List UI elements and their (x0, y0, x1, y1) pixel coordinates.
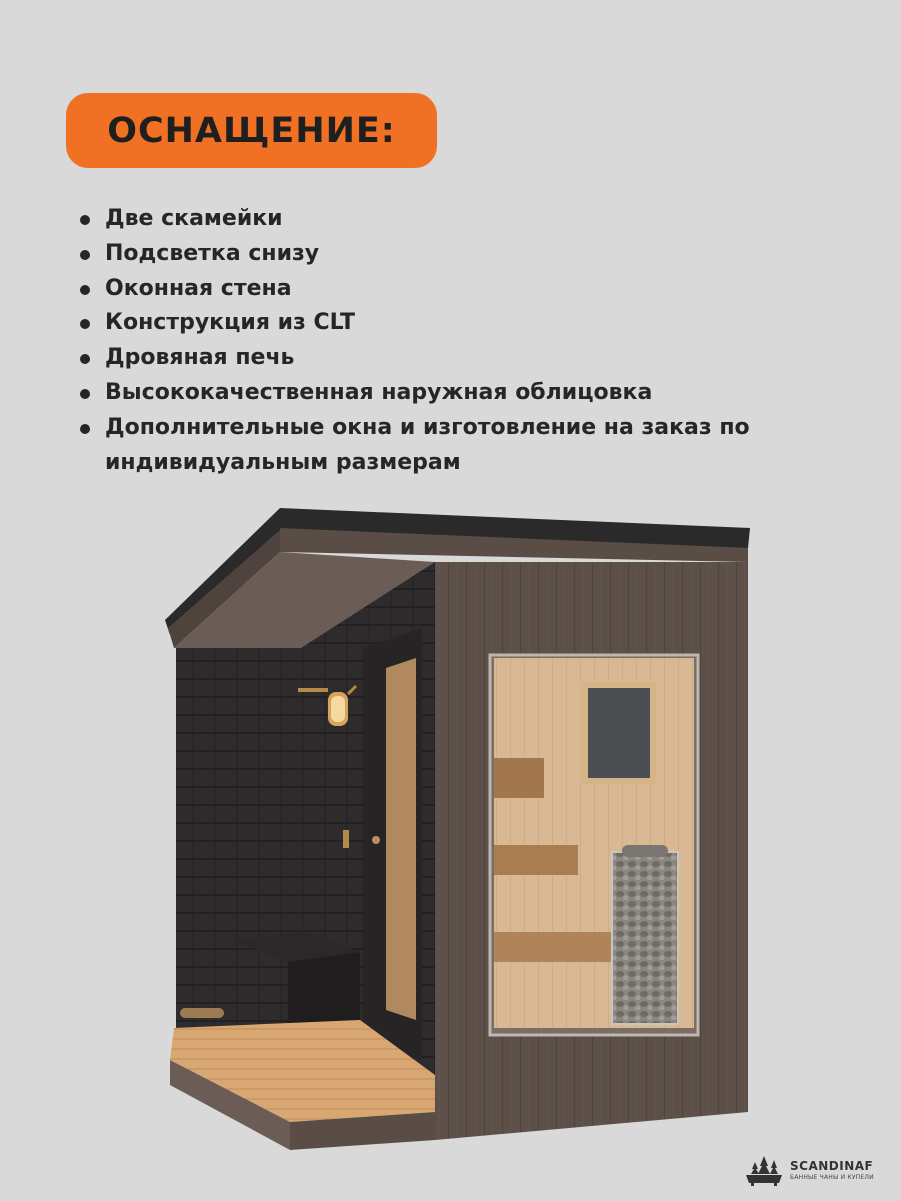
sauna-stove-icon (612, 852, 678, 1024)
bathtub-with-trees-icon (742, 1152, 786, 1188)
sauna-illustration (160, 500, 760, 1160)
feature-label: Высококачественная наружная облицовка (105, 379, 653, 405)
feature-label: Оконная стена (105, 275, 292, 301)
brand-name: SCANDINAF (790, 1159, 874, 1173)
bullet-icon (80, 389, 90, 399)
bullet-icon (80, 285, 90, 295)
feature-item (78, 411, 778, 481)
back-window (588, 688, 650, 778)
feature-label: Конструкция из CLT (105, 310, 356, 336)
feature-label: Подсветка снизу (105, 240, 320, 266)
feature-item (78, 202, 778, 237)
bullet-icon (80, 354, 90, 364)
bullet-icon (80, 319, 90, 329)
lower-bench (494, 932, 614, 962)
feature-item (78, 306, 778, 341)
porch-back-wall (176, 648, 301, 1028)
feature-item (78, 376, 778, 411)
bullet-icon (80, 424, 90, 434)
door-handle-icon (372, 836, 380, 844)
feature-label: Две скамейки (105, 206, 283, 231)
brand-tagline: БАННЫЕ ЧАНЫ И КУПЕЛИ (790, 1174, 874, 1181)
bullet-icon (80, 250, 90, 260)
title-badge (66, 93, 437, 168)
feature-label: Дровяная печь (105, 345, 295, 371)
upper-bench (494, 845, 578, 875)
feature-label: Дополнительные окна и изготовление на заказ по индивидуальным размерам (105, 414, 750, 475)
bullet-icon (80, 215, 90, 225)
feature-item (78, 272, 778, 307)
page-title: ОСНАЩЕНИЕ: (107, 110, 396, 151)
brand-logo (742, 1150, 892, 1190)
feature-item (78, 341, 778, 376)
feature-item (78, 237, 778, 272)
features-list (78, 202, 778, 480)
